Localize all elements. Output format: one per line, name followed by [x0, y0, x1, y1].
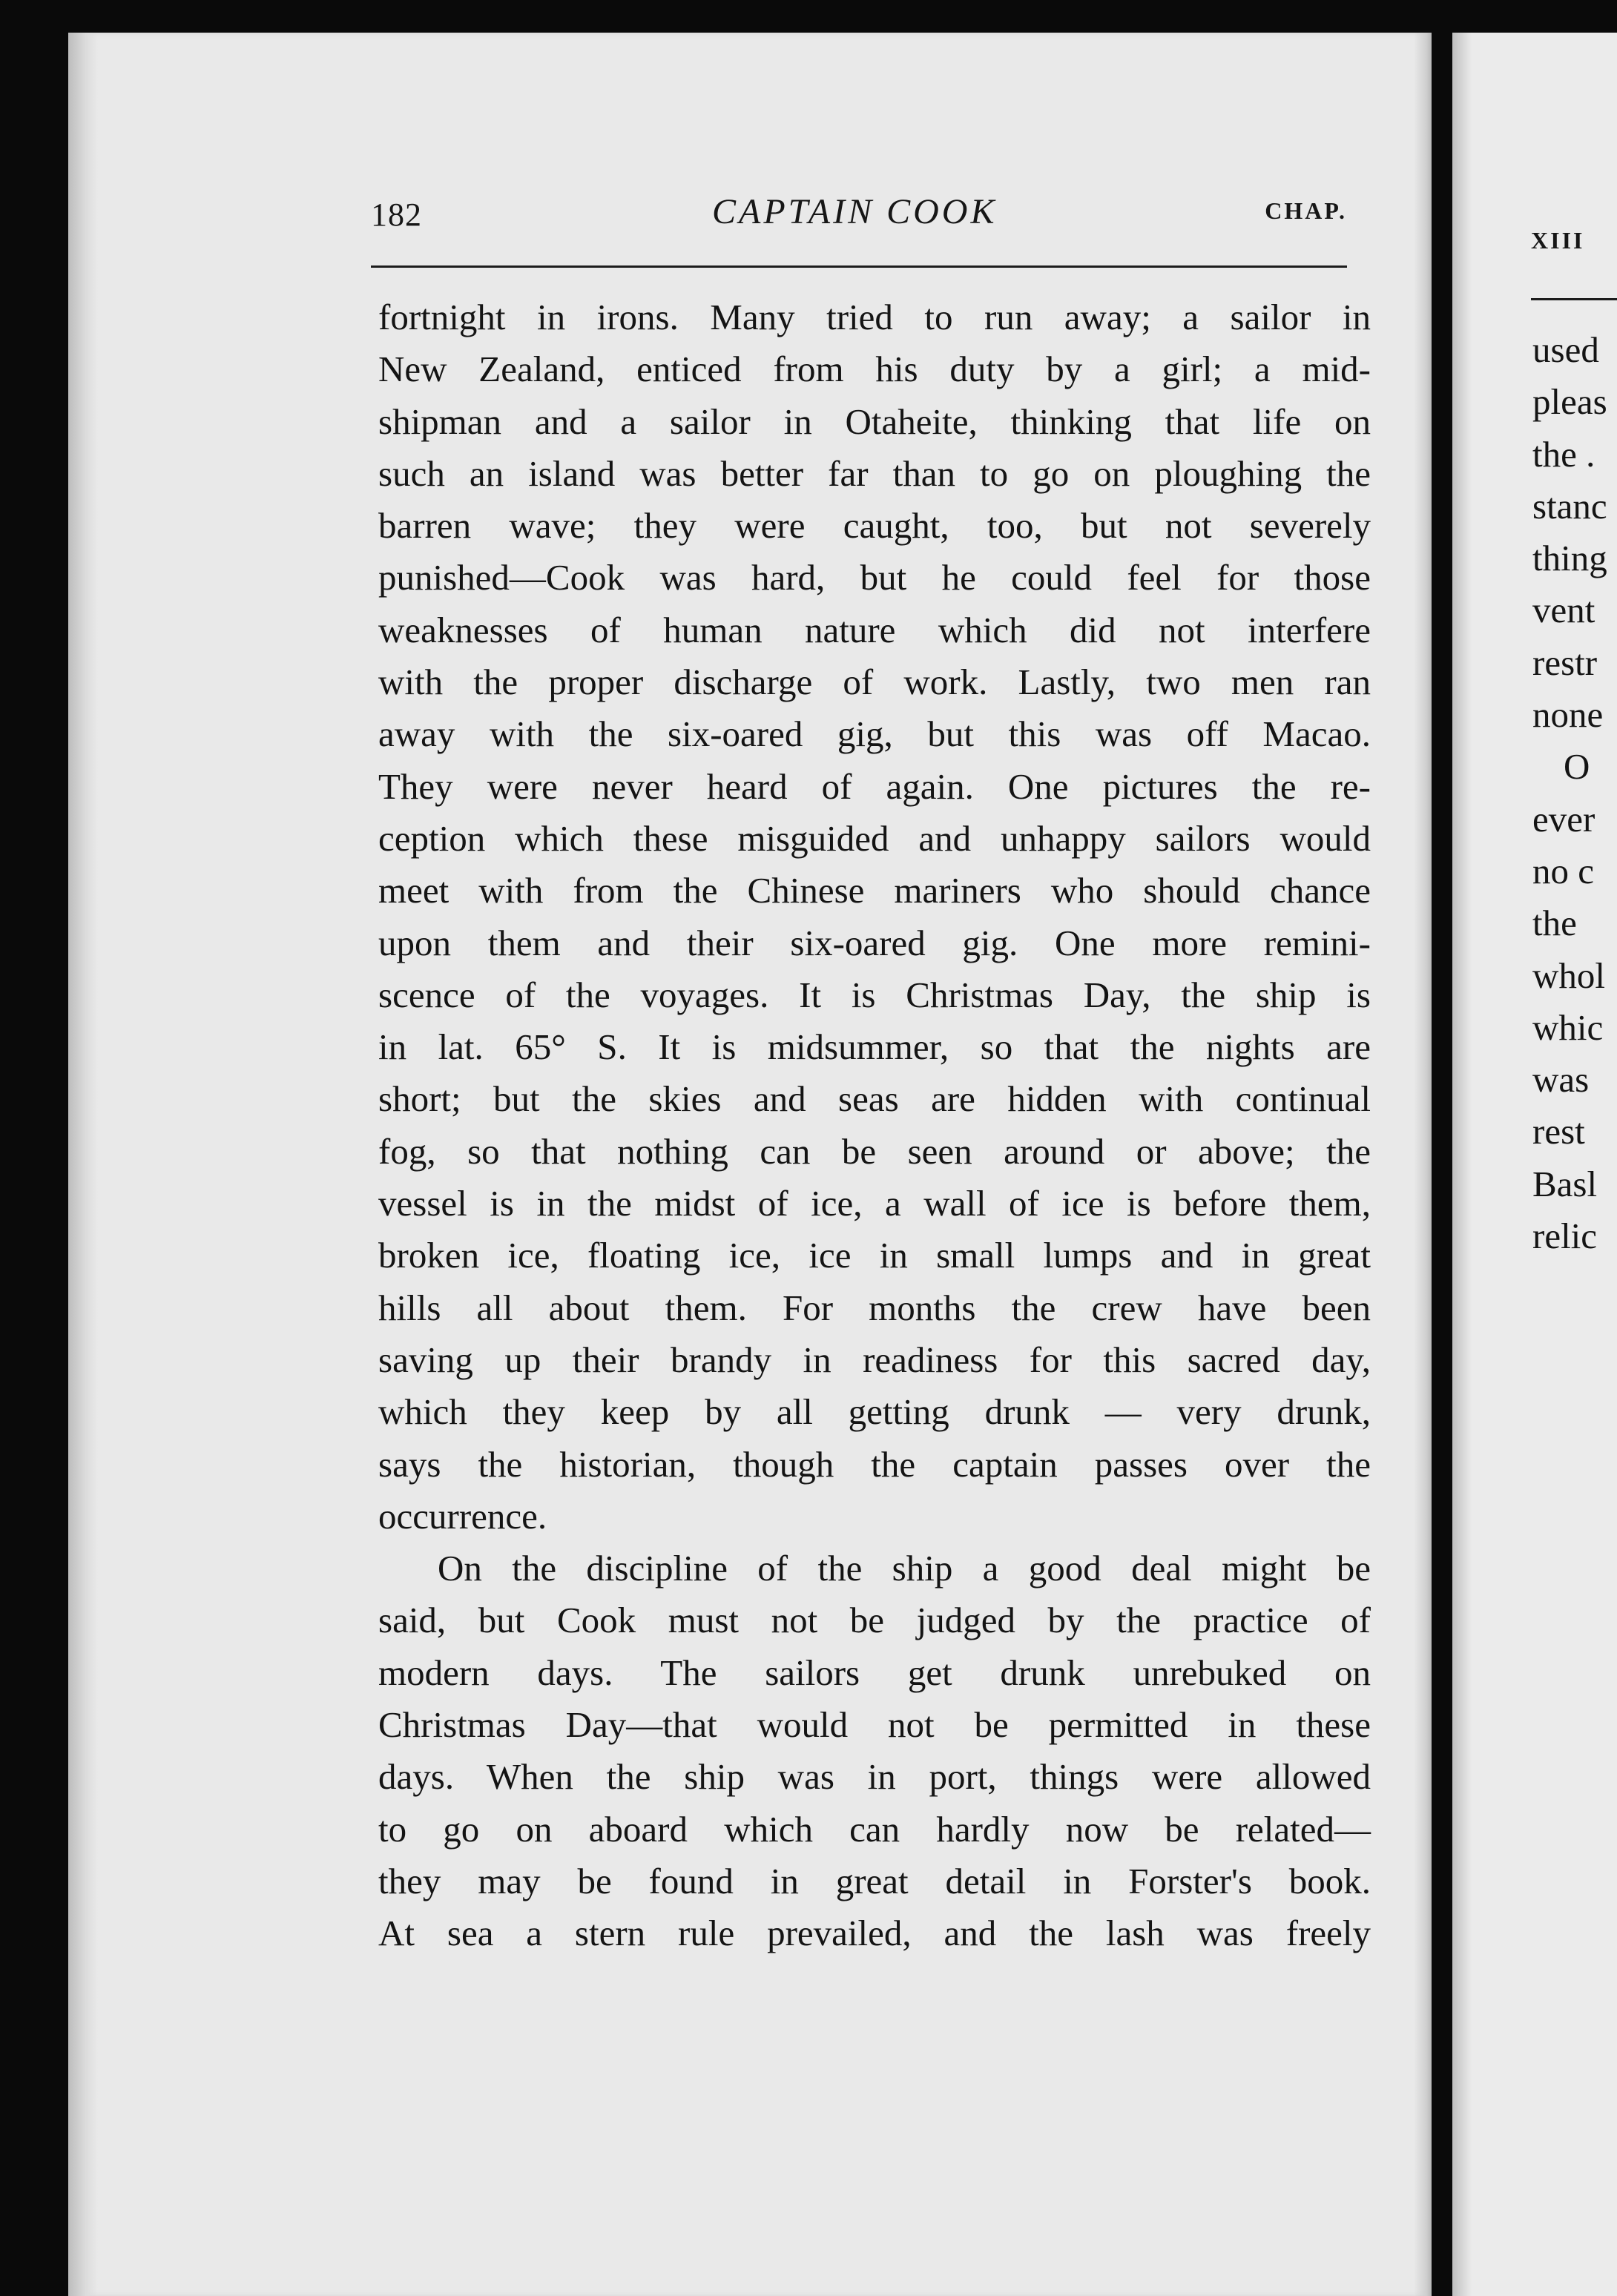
text-line: said, but Cook must not be judged by the practice of: [378, 1600, 1371, 1641]
text-line: barren wave; they were caught, too, but not severely: [378, 505, 1371, 547]
facing-chapter-label: XIII: [1531, 227, 1585, 254]
facing-header-rule: [1531, 298, 1617, 300]
text-line: They were never heard of again. One pictures the re-: [378, 765, 1371, 807]
facing-line: Basl: [1532, 1163, 1598, 1204]
facing-line: stanc: [1532, 485, 1607, 527]
text-line: weaknesses of human nature which did not interfere: [378, 609, 1371, 650]
left-page-gutter-shadow: [68, 33, 98, 2296]
text-line: On the discipline of the ship a good deal might be: [438, 1548, 1371, 1589]
facing-page: [1452, 33, 1617, 2296]
text-line: upon them and their six-oared gig. One more remini-: [378, 922, 1371, 963]
text-line: which they keep by all getting drunk — very drunk,: [378, 1391, 1371, 1433]
facing-line: none: [1532, 694, 1604, 736]
text-line: hills all about them. For months the crew have been: [378, 1287, 1371, 1328]
facing-page-gutter-shadow: [1452, 33, 1472, 2296]
text-line: away with the six-oared gig, but this was off Macao.: [378, 713, 1371, 755]
facing-line: O: [1564, 746, 1590, 788]
text-line: says the historian, though the captain passes over the: [378, 1443, 1371, 1485]
text-line: to go on aboard which can hardly now be related—: [378, 1808, 1371, 1850]
facing-line: whic: [1532, 1006, 1604, 1048]
facing-line: was: [1532, 1059, 1590, 1101]
text-line: punished—Cook was hard, but he could feel for those: [378, 557, 1371, 598]
text-line: Christmas Day—that would not be permitted in these: [378, 1704, 1371, 1746]
facing-line: whol: [1532, 954, 1605, 996]
facing-line: relic: [1532, 1215, 1598, 1257]
text-line: such an island was better far than to go on ploughing the: [378, 452, 1371, 494]
text-line: scence of the voyages. It is Christmas Day, the ship is: [378, 974, 1371, 1015]
facing-line: used: [1532, 329, 1599, 370]
text-line: in lat. 65° S. It is midsummer, so that the nights are: [378, 1026, 1371, 1068]
facing-line: the .: [1532, 433, 1595, 475]
text-line: shipman and a sailor in Otaheite, thinking that life on: [378, 400, 1371, 442]
facing-line: no c: [1532, 850, 1594, 891]
header-rule: [371, 265, 1347, 268]
text-line: At sea a stern rule prevailed, and the lash was freely: [378, 1913, 1371, 1954]
facing-line: thing: [1532, 538, 1607, 579]
text-line: occurrence.: [378, 1495, 547, 1537]
text-line: they may be found in great detail in Forster's book.: [378, 1860, 1371, 1901]
facing-line: vent: [1532, 590, 1595, 631]
running-title: CAPTAIN COOK: [712, 192, 998, 231]
left-page-fore-edge: [1414, 33, 1432, 2296]
body-text: [378, 291, 1371, 1960]
text-line: fog, so that nothing can be seen around or above; the: [378, 1130, 1371, 1172]
chapter-label: CHAP.: [1265, 197, 1347, 224]
running-head: [371, 191, 1387, 243]
text-line: saving up their brandy in readiness for this sacred day,: [378, 1339, 1371, 1380]
text-line: short; but the skies and seas are hidden with continual: [378, 1078, 1371, 1120]
text-line: days. When the ship was in port, things were allowed: [378, 1756, 1371, 1798]
facing-line: the: [1532, 903, 1577, 944]
text-line: ception which these misguided and unhappy sailors would: [378, 817, 1371, 859]
text-line: vessel is in the midst of ice, a wall of ice is before them,: [378, 1183, 1371, 1224]
facing-line: rest: [1532, 1111, 1585, 1152]
text-line: modern days. The sailors get drunk unrebuked on: [378, 1652, 1371, 1693]
text-line: broken ice, floating ice, ice in small lumps and in great: [378, 1235, 1371, 1276]
facing-line: pleas: [1532, 381, 1607, 423]
facing-line: restr: [1532, 641, 1598, 683]
text-line: with the proper discharge of work. Lastly, two men ran: [378, 662, 1371, 703]
facing-text-fragments: [1532, 324, 1607, 1262]
page-number: 182: [371, 197, 422, 233]
text-line: fortnight in irons. Many tried to run away; a sailor in: [378, 297, 1371, 337]
facing-line: ever: [1532, 798, 1595, 839]
text-line: New Zealand, enticed from his duty by a girl; a mid-: [378, 349, 1371, 390]
text-line: meet with from the Chinese mariners who should chance: [378, 870, 1371, 911]
